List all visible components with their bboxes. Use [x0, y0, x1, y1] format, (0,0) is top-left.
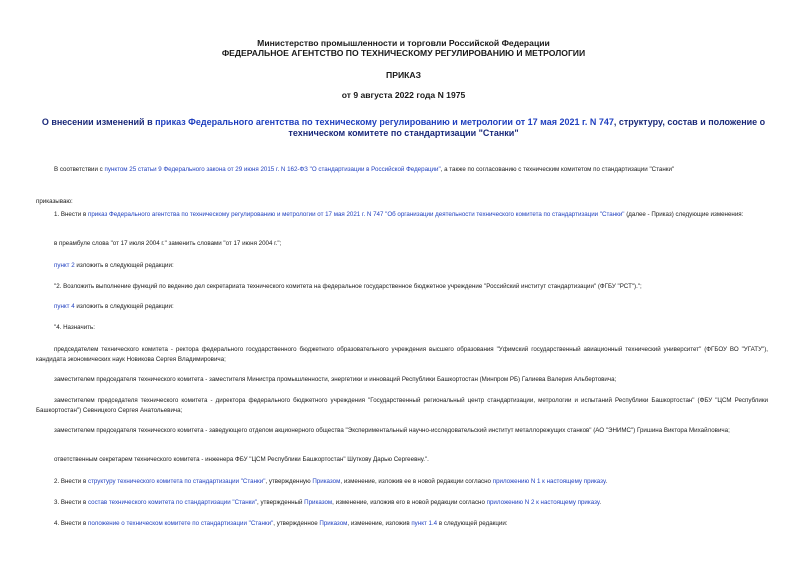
- text: , изменение, изложив ее в новой редакции согласно: [340, 478, 493, 485]
- text: 2. Внести в: [54, 478, 88, 485]
- text: (далее - Приказ) следующие изменения:: [624, 211, 744, 218]
- appendix-1-link[interactable]: приложению N 1 к настоящему приказу: [492, 478, 606, 485]
- text: .: [599, 499, 602, 506]
- paragraph-point-4: [36, 302, 768, 312]
- text: , утвержденное: [273, 520, 320, 527]
- title-link[interactable]: приказ Федерального агентства по техническому регулированию и метрологии от 17 мая 2021 г. N 747: [155, 117, 614, 127]
- law-link[interactable]: пунктом 25 статьи 9 Федерального закона от 29 июня 2015 г. N 162-ФЗ "О стандартизации в Российской Федерации": [104, 166, 441, 173]
- text: , утвержденную: [265, 478, 313, 485]
- paragraph-appoint: "4. Назначить:: [54, 324, 95, 331]
- point-1-4-link[interactable]: пункт 1.4: [411, 520, 438, 527]
- paragraph-preamble: [36, 165, 768, 175]
- agency-heading: ФЕДЕРАЛЬНОЕ АГЕНТСТВО ПО ТЕХНИЧЕСКОМУ РЕГУЛИРОВАНИЮ И МЕТРОЛОГИИ: [221, 48, 586, 58]
- text: 4. Внести в: [54, 520, 88, 527]
- document-title: [40, 117, 767, 139]
- paragraph-preamble-change: в преамбуле слова "от 17 июля 2004 г." заменить словами "от 17 июня 2004 г.";: [54, 240, 282, 247]
- paragraph-chairman: председателем технического комитета - ректора федерального государственного бюджетного образовательного учреждения высшего образования "Уфимский государственный авиационный технический университет" (ФГБОУ ВО "УГАТУ"), кандидата экономических наук Новикова Сергея Владимировича;: [36, 346, 768, 363]
- text: в следующей редакции:: [437, 520, 508, 527]
- structure-link[interactable]: структуру технического комитета по стандартизации "Станки": [87, 478, 266, 485]
- paragraph-deputy-3: заместителем председателя технического комитета - заведующего отделом акционерного общества "Экспериментальный научно-исследовательский институт металлорежущих станков" (АО "ЭНИМС") Гришина Виктора Михайловича;: [54, 427, 730, 434]
- paragraph-order: приказываю:: [36, 198, 73, 205]
- order-link[interactable]: Приказом: [304, 499, 333, 506]
- doc-type-heading: ПРИКАЗ: [386, 70, 421, 80]
- title-prefix: О внесении изменений в: [41, 117, 156, 127]
- text: , изменение, изложив: [347, 520, 412, 527]
- text: изложить в следующей редакции:: [74, 262, 174, 269]
- paragraph-deputy-1: заместителем председателя технического комитета - заместителя Министра промышленности, энергетики и инноваций Республики Башкортостан (Минпром РБ) Галиева Валерия Альбертовича;: [54, 376, 617, 383]
- paragraph-item-2: [36, 477, 768, 487]
- text: , утвержденный: [257, 499, 305, 506]
- paragraph-secretary: ответственным секретарем технического комитета - инженера ФБУ "ЦСМ Республики Башкортостан" Шуткову Дарью Сергеевну.".: [54, 456, 429, 463]
- paragraph-item-4: [36, 519, 768, 529]
- paragraph-point-2: [36, 261, 768, 271]
- paragraph-deputy-2: заместителем председателя технического комитета - директора федерального бюджетного учреждения "Государственный региональный центр стандартизации, метрологии и испытаний Республики Башкортостан" (ФБУ "ЦСМ Республики Башкортостан") Севницкого Сергея Анатольевича;: [36, 397, 768, 414]
- text: изложить в следующей редакции:: [74, 303, 174, 310]
- text: , изменение, изложив его в новой редакции согласно: [332, 499, 487, 506]
- order-link[interactable]: Приказом: [319, 520, 348, 527]
- text: .: [605, 478, 608, 485]
- ministry-heading: Министерство промышленности и торговли Российской Федерации: [257, 38, 550, 48]
- text: 1. Внести в: [54, 211, 88, 218]
- order-link[interactable]: Приказом: [312, 478, 341, 485]
- date-number-heading: от 9 августа 2022 года N 1975: [341, 90, 466, 100]
- regulation-link[interactable]: положение о техническом комитете по стандартизации "Станки": [87, 520, 274, 527]
- point-4-link[interactable]: пункт 4: [54, 303, 75, 310]
- title-suffix: , структуру, состав и положение о техническом комитете по стандартизации "Станки": [288, 117, 766, 138]
- point-2-link[interactable]: пункт 2: [54, 262, 75, 269]
- appendix-2-link[interactable]: приложению N 2 к настоящему приказу: [486, 499, 600, 506]
- paragraph-point-2-text: "2. Возложить выполнение функций по ведению дел секретариата технического комитета на федеральное государственное бюджетное учреждение "Российский институт стандартизации" (ФГБУ "РСТ").";: [54, 283, 642, 290]
- paragraph-item-1: [36, 210, 768, 220]
- text: , а также по согласованию с техническим комитетом по стандартизации "Станки": [440, 166, 675, 173]
- text: 3. Внести в: [54, 499, 88, 506]
- composition-link[interactable]: состав технического комитета по стандартизации "Станки": [87, 499, 258, 506]
- paragraph-item-3: [36, 498, 768, 508]
- order-747-link[interactable]: приказ Федерального агентства по техническому регулированию и метрологии от 17 мая 2021 г. N 747 "Об организации деятельности технического комитета по стандартизации "Станки": [87, 211, 625, 218]
- text: В соответствии с: [54, 166, 105, 173]
